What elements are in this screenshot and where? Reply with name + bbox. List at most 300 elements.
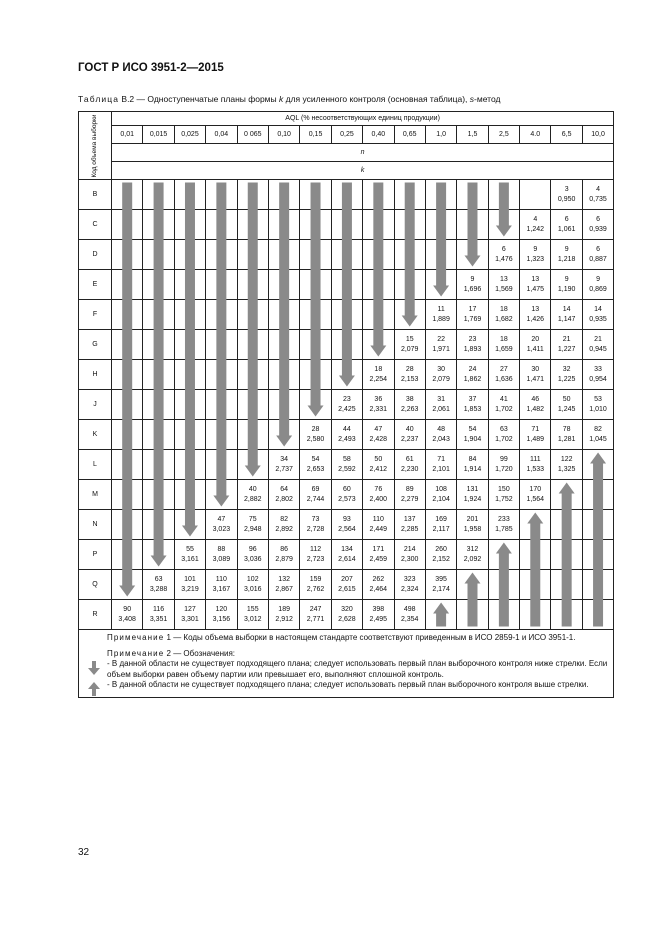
table-cell bbox=[425, 210, 456, 240]
table-cell bbox=[582, 300, 613, 330]
acceptance-constant-k: 1,482 bbox=[526, 405, 545, 413]
acceptance-constant-k: 1,061 bbox=[557, 225, 576, 233]
aql-level bbox=[268, 126, 299, 144]
sample-size-n: 18 bbox=[374, 366, 383, 373]
sample-code: B bbox=[92, 191, 98, 198]
aql-level-value: 0,40 bbox=[371, 131, 386, 138]
table-cell bbox=[520, 390, 551, 420]
table-cell bbox=[206, 360, 237, 390]
acceptance-constant-k: 2,174 bbox=[432, 585, 450, 593]
acceptance-constant-k: 2,653 bbox=[306, 465, 325, 473]
table-cell bbox=[331, 210, 362, 240]
acceptance-constant-k: 2,230 bbox=[400, 465, 419, 473]
sample-code-cell bbox=[79, 300, 112, 330]
aql-level bbox=[143, 126, 174, 144]
sample-size-n: 233 bbox=[498, 516, 510, 523]
sample-size-n: 150 bbox=[498, 486, 510, 493]
sample-code: G bbox=[92, 341, 98, 348]
sample-size-n: 40 bbox=[405, 426, 414, 433]
table-cell bbox=[488, 510, 519, 540]
table-row bbox=[79, 270, 614, 300]
table-cell bbox=[206, 270, 237, 300]
table-cell bbox=[582, 180, 613, 210]
arrow-up-icon bbox=[87, 682, 101, 696]
table-cell bbox=[425, 270, 456, 300]
acceptance-constant-k: 2,092 bbox=[463, 555, 482, 563]
sample-size-n: 127 bbox=[184, 606, 196, 613]
aql-level-value: 0,65 bbox=[402, 131, 417, 138]
table-cell bbox=[174, 540, 205, 570]
acceptance-constant-k: 2,628 bbox=[338, 615, 356, 623]
acceptance-constant-k: 2,892 bbox=[275, 525, 293, 533]
acceptance-constant-k: 1,769 bbox=[463, 315, 482, 323]
table-cell bbox=[143, 510, 174, 540]
acceptance-constant-k: 2,614 bbox=[338, 555, 356, 563]
table-row bbox=[79, 450, 614, 480]
note-2-label: Примечание bbox=[107, 648, 165, 658]
table-cell bbox=[300, 270, 331, 300]
sample-code-cell bbox=[79, 480, 112, 510]
sample-size-n: 63 bbox=[499, 426, 508, 433]
acceptance-constant-k: 3,089 bbox=[212, 555, 231, 563]
table-cell bbox=[331, 180, 362, 210]
aql-level bbox=[425, 126, 456, 144]
sample-size-n: 82 bbox=[280, 516, 289, 523]
table-cell bbox=[551, 240, 582, 270]
table-cell bbox=[520, 570, 551, 600]
table-cell bbox=[394, 540, 425, 570]
acceptance-constant-k: 3,219 bbox=[181, 585, 199, 593]
acceptance-constant-k: 2,300 bbox=[400, 555, 419, 563]
aql-level-value: 0,025 bbox=[181, 131, 199, 138]
table-cell bbox=[394, 510, 425, 540]
sample-size-n: 36 bbox=[374, 396, 383, 403]
table-row bbox=[79, 180, 614, 210]
table-cell bbox=[268, 210, 299, 240]
sample-code-cell bbox=[79, 270, 112, 300]
table-cell bbox=[520, 450, 551, 480]
acceptance-constant-k: 2,948 bbox=[243, 525, 262, 533]
acceptance-constant-k: 2,237 bbox=[400, 435, 419, 443]
table-cell bbox=[457, 300, 488, 330]
table-cell bbox=[268, 510, 299, 540]
table-cell bbox=[520, 360, 551, 390]
table-cell bbox=[551, 480, 582, 510]
sample-size-n: 89 bbox=[405, 486, 414, 493]
table-cell bbox=[174, 360, 205, 390]
acceptance-constant-k: 0,939 bbox=[589, 225, 607, 233]
table-cell bbox=[300, 330, 331, 360]
aql-level bbox=[582, 126, 613, 144]
table-cell bbox=[488, 180, 519, 210]
table-cell bbox=[331, 510, 362, 540]
sample-size-n: 9 bbox=[533, 246, 538, 253]
acceptance-constant-k: 1,471 bbox=[526, 375, 545, 383]
acceptance-constant-k: 2,079 bbox=[400, 345, 419, 353]
acceptance-constant-k: 1,325 bbox=[557, 465, 576, 473]
table-cell bbox=[174, 180, 205, 210]
table-cell bbox=[300, 240, 331, 270]
table-cell bbox=[520, 210, 551, 240]
table-cell bbox=[551, 330, 582, 360]
table-cell bbox=[488, 600, 519, 630]
acceptance-constant-k: 3,036 bbox=[243, 555, 262, 563]
table-cell bbox=[425, 420, 456, 450]
sample-code: D bbox=[92, 251, 98, 258]
caption-text-mid: для усиленного контроля (основная таблица), bbox=[283, 94, 470, 104]
acceptance-constant-k: 1,893 bbox=[463, 345, 482, 353]
table-cell bbox=[331, 420, 362, 450]
table-cell bbox=[457, 390, 488, 420]
sample-code-cell bbox=[79, 420, 112, 450]
acceptance-constant-k: 2,354 bbox=[400, 615, 419, 623]
acceptance-constant-k: 1,958 bbox=[463, 525, 482, 533]
acceptance-constant-k: 1,914 bbox=[463, 465, 482, 473]
acceptance-constant-k: 1,752 bbox=[495, 495, 513, 503]
table-cell bbox=[520, 510, 551, 540]
sample-code-cell bbox=[79, 570, 112, 600]
table-cell bbox=[394, 600, 425, 630]
sample-size-n: 155 bbox=[246, 606, 259, 613]
table-cell bbox=[237, 420, 268, 450]
table-cell bbox=[551, 390, 582, 420]
table-cell bbox=[206, 600, 237, 630]
table-cell bbox=[143, 240, 174, 270]
caption-text-before: — Одноступенчатые планы формы bbox=[134, 94, 279, 104]
sampling-plan-table bbox=[78, 111, 614, 698]
table-cell bbox=[143, 570, 174, 600]
table-row bbox=[79, 600, 614, 630]
table-cell bbox=[112, 510, 143, 540]
table-cell bbox=[582, 450, 613, 480]
table-cell bbox=[520, 300, 551, 330]
aql-level-value: 0,15 bbox=[308, 131, 323, 138]
sample-size-n: 13 bbox=[499, 276, 508, 283]
aql-level-value: 1,5 bbox=[467, 131, 478, 138]
aql-level-value: 1,0 bbox=[436, 131, 446, 138]
acceptance-constant-k: 2,867 bbox=[275, 585, 293, 593]
sample-size-n: 99 bbox=[499, 456, 508, 463]
table-cell bbox=[331, 600, 362, 630]
sample-size-n: 86 bbox=[280, 546, 289, 553]
acceptance-constant-k: 0,945 bbox=[589, 345, 607, 353]
sample-code: H bbox=[92, 371, 98, 378]
table-cell bbox=[174, 420, 205, 450]
table-cell bbox=[488, 390, 519, 420]
sample-code: E bbox=[92, 281, 98, 288]
acceptance-constant-k: 0,869 bbox=[589, 285, 607, 293]
aql-levels-row bbox=[79, 126, 614, 144]
acceptance-constant-k: 1,889 bbox=[432, 315, 450, 323]
table-cell bbox=[174, 270, 205, 300]
acceptance-constant-k: 1,411 bbox=[526, 345, 544, 353]
table-cell bbox=[457, 240, 488, 270]
sample-size-n: 101 bbox=[184, 576, 196, 583]
caption-var-k: k bbox=[279, 94, 284, 104]
table-cell bbox=[582, 420, 613, 450]
table-cell bbox=[363, 390, 394, 420]
table-cell bbox=[520, 480, 551, 510]
table-cell bbox=[425, 180, 456, 210]
aql-level bbox=[300, 126, 331, 144]
acceptance-constant-k: 0,935 bbox=[589, 315, 607, 323]
table-row bbox=[79, 240, 614, 270]
acceptance-constant-k: 1,225 bbox=[557, 375, 576, 383]
table-cell bbox=[143, 390, 174, 420]
table-row bbox=[79, 390, 614, 420]
table-cell bbox=[112, 270, 143, 300]
acceptance-constant-k: 3,288 bbox=[149, 585, 168, 593]
table-cell bbox=[363, 480, 394, 510]
sample-size-n: 34 bbox=[280, 456, 289, 463]
sample-size-n: 131 bbox=[466, 486, 479, 493]
table-cell bbox=[206, 480, 237, 510]
sample-code-cell bbox=[79, 390, 112, 420]
legend-up-text: - В данной области не существует подходящего плана; следует использовать первый план выборочного контроля выше стрелки. bbox=[107, 680, 589, 689]
sample-size-n: 312 bbox=[466, 546, 479, 553]
table-cell bbox=[237, 480, 268, 510]
aql-header bbox=[112, 112, 614, 126]
acceptance-constant-k: 2,728 bbox=[306, 525, 325, 533]
acceptance-constant-k: 2,279 bbox=[400, 495, 419, 503]
sample-size-n: 47 bbox=[374, 426, 383, 433]
table-cell bbox=[300, 510, 331, 540]
sample-code: L bbox=[93, 461, 97, 468]
acceptance-constant-k: 2,564 bbox=[338, 525, 356, 533]
table-cell bbox=[174, 480, 205, 510]
aql-level-value: 0 065 bbox=[243, 131, 262, 138]
table-cell bbox=[394, 390, 425, 420]
table-cell bbox=[331, 450, 362, 480]
sample-size-n: 58 bbox=[343, 456, 351, 463]
table-cell bbox=[143, 270, 174, 300]
table-cell bbox=[206, 300, 237, 330]
table-cell bbox=[363, 330, 394, 360]
sample-size-n: 32 bbox=[562, 366, 571, 373]
sample-size-n: 90 bbox=[123, 606, 132, 613]
table-cell bbox=[520, 270, 551, 300]
sample-size-n: 6 bbox=[596, 246, 600, 253]
acceptance-constant-k: 1,569 bbox=[495, 285, 513, 293]
sample-size-n: 6 bbox=[501, 246, 506, 253]
table-cell bbox=[457, 450, 488, 480]
sample-size-n: 11 bbox=[437, 306, 445, 313]
caption-label: Таблица bbox=[78, 94, 120, 104]
sample-size-n: 110 bbox=[215, 576, 227, 583]
table-cell bbox=[174, 210, 205, 240]
table-cell bbox=[237, 540, 268, 570]
table-cell bbox=[300, 570, 331, 600]
table-cell bbox=[457, 420, 488, 450]
sample-size-n: 38 bbox=[405, 396, 414, 403]
acceptance-constant-k: 1,720 bbox=[495, 465, 513, 473]
table-cell bbox=[551, 360, 582, 390]
table-row bbox=[79, 300, 614, 330]
sample-size-n: 247 bbox=[309, 606, 322, 613]
aql-level bbox=[237, 126, 268, 144]
acceptance-constant-k: 1,242 bbox=[526, 225, 545, 233]
sample-size-n: 120 bbox=[215, 606, 228, 613]
table-cell bbox=[582, 540, 613, 570]
acceptance-constant-k: 2,152 bbox=[432, 555, 450, 563]
sample-size-n: 207 bbox=[341, 576, 353, 583]
sample-size-n: 20 bbox=[531, 336, 540, 343]
table-cell bbox=[206, 330, 237, 360]
sample-size-n: 4 bbox=[596, 186, 600, 193]
table-cell bbox=[237, 600, 268, 630]
n-label-cell bbox=[112, 144, 614, 162]
table-cell bbox=[206, 510, 237, 540]
acceptance-constant-k: 2,879 bbox=[275, 555, 293, 563]
row-header-label: Код объема выборки bbox=[91, 113, 98, 178]
acceptance-constant-k: 1,924 bbox=[463, 495, 482, 503]
table-cell bbox=[174, 570, 205, 600]
sample-size-n: 23 bbox=[468, 336, 477, 343]
aql-level bbox=[520, 126, 551, 144]
aql-level bbox=[457, 126, 488, 144]
table-cell bbox=[394, 240, 425, 270]
sample-size-n: 112 bbox=[309, 546, 322, 553]
legend-down bbox=[87, 659, 607, 680]
table-cell bbox=[582, 270, 613, 300]
table-cell bbox=[457, 330, 488, 360]
table-cell bbox=[457, 210, 488, 240]
table-cell bbox=[488, 300, 519, 330]
table-cell bbox=[363, 450, 394, 480]
table-cell bbox=[394, 420, 425, 450]
acceptance-constant-k: 2,324 bbox=[400, 585, 419, 593]
table-cell bbox=[237, 180, 268, 210]
table-cell bbox=[457, 510, 488, 540]
k-label: k bbox=[360, 167, 365, 174]
sample-code: P bbox=[92, 551, 98, 558]
table-cell bbox=[268, 420, 299, 450]
sample-size-n: 137 bbox=[403, 516, 416, 523]
aql-header-row bbox=[79, 112, 614, 126]
acceptance-constant-k: 2,493 bbox=[338, 435, 356, 443]
table-cell bbox=[112, 300, 143, 330]
sample-size-n: 134 bbox=[341, 546, 353, 553]
sample-size-n: 23 bbox=[343, 396, 351, 403]
sample-size-n: 9 bbox=[470, 276, 475, 283]
note-1-label: Примечание bbox=[107, 633, 165, 642]
acceptance-constant-k: 2,464 bbox=[369, 585, 388, 593]
sample-size-n: 132 bbox=[278, 576, 290, 583]
acceptance-constant-k: 1,702 bbox=[495, 435, 513, 443]
table-cell bbox=[300, 390, 331, 420]
caption-text-after: -метод bbox=[474, 94, 501, 104]
table-cell bbox=[363, 210, 394, 240]
acceptance-constant-k: 0,735 bbox=[589, 195, 607, 203]
table-cell bbox=[582, 210, 613, 240]
sample-size-n: 30 bbox=[437, 366, 445, 373]
sample-size-n: 169 bbox=[435, 516, 447, 523]
sample-size-n: 82 bbox=[594, 426, 602, 433]
aql-level-value: 0,10 bbox=[277, 131, 291, 138]
table-cell bbox=[174, 450, 205, 480]
table-cell bbox=[551, 570, 582, 600]
table-cell bbox=[143, 540, 174, 570]
table-cell bbox=[331, 540, 362, 570]
sample-size-n: 3 bbox=[564, 186, 569, 193]
table-cell bbox=[425, 330, 456, 360]
sample-size-n: 53 bbox=[594, 396, 602, 403]
table-cell bbox=[363, 540, 394, 570]
acceptance-constant-k: 2,400 bbox=[369, 495, 388, 503]
table-cell bbox=[331, 390, 362, 420]
table-cell bbox=[363, 360, 394, 390]
note-1-text: 1 — Коды объема выборки в настоящем стандарте соответствуют приведенным в ИСО 2859-1 и ИСО 3951-1. bbox=[164, 633, 576, 642]
table-cell bbox=[174, 390, 205, 420]
table-cell bbox=[488, 540, 519, 570]
sample-size-n: 395 bbox=[435, 576, 447, 583]
aql-level bbox=[331, 126, 362, 144]
acceptance-constant-k: 2,285 bbox=[400, 525, 419, 533]
acceptance-constant-k: 2,425 bbox=[338, 405, 356, 413]
acceptance-constant-k: 2,573 bbox=[338, 495, 356, 503]
table-cell bbox=[394, 330, 425, 360]
table-row bbox=[79, 510, 614, 540]
table-cell bbox=[143, 180, 174, 210]
table-cell bbox=[425, 360, 456, 390]
sample-code: N bbox=[92, 521, 98, 528]
aql-level-value: 0,25 bbox=[340, 131, 354, 138]
table-cell bbox=[300, 450, 331, 480]
table-cell bbox=[237, 240, 268, 270]
row-header-cell bbox=[79, 112, 112, 180]
table-row bbox=[79, 540, 614, 570]
table-cell bbox=[363, 510, 394, 540]
sample-size-n: 323 bbox=[403, 576, 416, 583]
acceptance-constant-k: 3,161 bbox=[181, 555, 199, 563]
table-cell bbox=[174, 600, 205, 630]
table-cell bbox=[300, 360, 331, 390]
table-cell bbox=[143, 330, 174, 360]
legend-up bbox=[87, 680, 607, 691]
acceptance-constant-k: 2,263 bbox=[400, 405, 419, 413]
aql-level bbox=[112, 126, 143, 144]
table-cell bbox=[268, 390, 299, 420]
table-cell bbox=[206, 390, 237, 420]
table-cell bbox=[551, 600, 582, 630]
acceptance-constant-k: 2,580 bbox=[306, 435, 325, 443]
table-cell bbox=[300, 600, 331, 630]
sample-size-n: 71 bbox=[437, 456, 445, 463]
table-cell bbox=[206, 180, 237, 210]
acceptance-constant-k: 1,426 bbox=[526, 315, 545, 323]
sample-size-n: 6 bbox=[596, 216, 600, 223]
table-cell bbox=[206, 420, 237, 450]
table-cell bbox=[206, 570, 237, 600]
table-cell bbox=[488, 480, 519, 510]
table-row bbox=[79, 330, 614, 360]
table-cell bbox=[582, 360, 613, 390]
table-cell bbox=[143, 450, 174, 480]
table-cell bbox=[551, 420, 582, 450]
table-cell bbox=[268, 450, 299, 480]
sample-size-n: 110 bbox=[372, 516, 384, 523]
table-cell bbox=[425, 510, 456, 540]
acceptance-constant-k: 1,659 bbox=[495, 345, 513, 353]
sample-size-n: 33 bbox=[594, 366, 602, 373]
aql-level-value: 10,0 bbox=[591, 131, 605, 138]
table-cell bbox=[331, 270, 362, 300]
sample-size-n: 37 bbox=[468, 396, 477, 403]
acceptance-constant-k: 1,281 bbox=[557, 435, 576, 443]
table-cell bbox=[206, 540, 237, 570]
sample-size-n: 18 bbox=[499, 306, 508, 313]
table-cell bbox=[237, 300, 268, 330]
